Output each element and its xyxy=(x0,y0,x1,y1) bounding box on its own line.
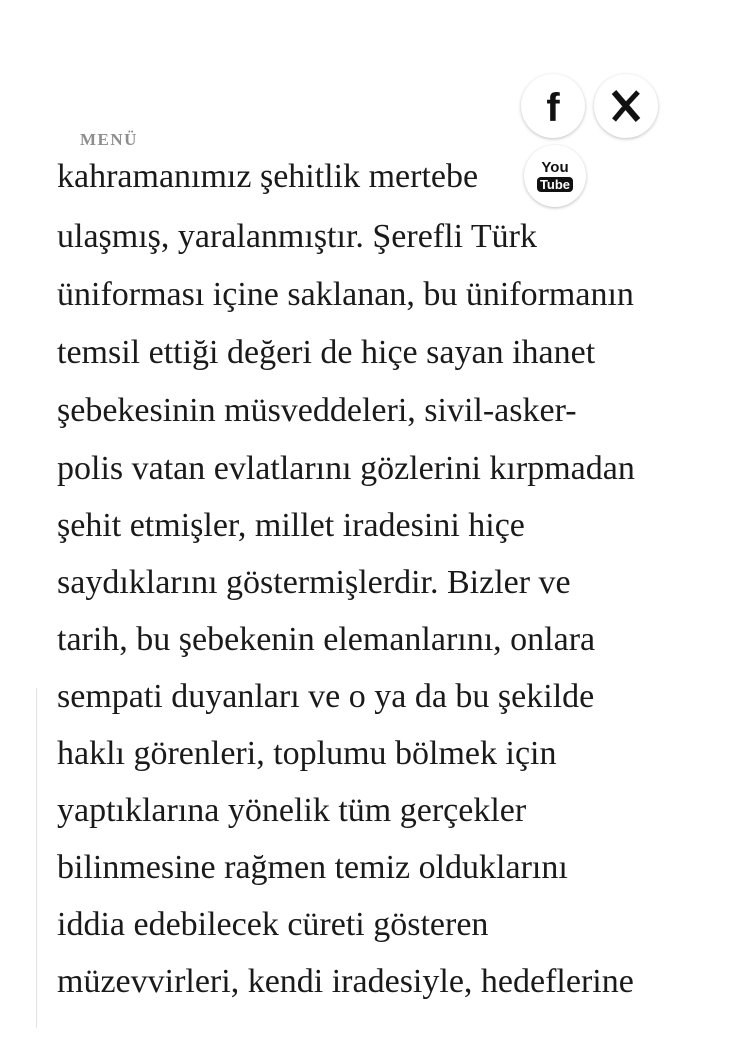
menu-button[interactable]: MENÜ xyxy=(80,130,142,150)
article-line: saydıklarını göstermişlerdir. Bizler ve xyxy=(57,564,571,601)
article-line: iddia edebilecek cüreti gösteren xyxy=(57,906,489,943)
article-line: sempati duyanları ve o ya da bu şekilde xyxy=(57,678,595,715)
article-line: ulaşmış, yaralanmıştır. Şerefli Türk xyxy=(57,218,538,255)
article-line: polis vatan evlatlarını gözlerini kırpmadan xyxy=(57,450,635,487)
article-line: kahramanımız şehitlik mertebe xyxy=(57,158,479,195)
youtube-label-top: You xyxy=(541,159,569,176)
youtube-icon xyxy=(537,160,573,192)
article-line: temsil ettiği değeri de hiçe sayan ihanet xyxy=(57,334,596,371)
x-button[interactable] xyxy=(594,74,658,138)
article-line: şebekesinin müsveddeleri, sivil-asker- xyxy=(57,392,577,429)
youtube-button[interactable] xyxy=(524,145,586,207)
article-line: haklı görenleri, toplumu bölmek için xyxy=(57,735,557,772)
facebook-icon: f xyxy=(546,86,560,130)
x-icon xyxy=(606,86,646,126)
facebook-button[interactable] xyxy=(521,74,585,138)
article-line: üniforması içine saklanan, bu üniformanın xyxy=(57,276,634,313)
article-line: bilinmesine rağmen temiz olduklarını xyxy=(57,849,568,886)
youtube-label-bottom: Tube xyxy=(537,177,573,192)
left-divider xyxy=(36,688,37,1028)
article-line: müzevvirleri, kendi iradesiyle, hedeflerine xyxy=(57,963,634,1000)
article-line: şehit etmişler, millet iradesini hiçe xyxy=(57,507,525,544)
article-line: tarih, bu şebekenin elemanlarını, onlara xyxy=(57,621,596,658)
article-line: yaptıklarına yönelik tüm gerçekler xyxy=(57,792,527,829)
